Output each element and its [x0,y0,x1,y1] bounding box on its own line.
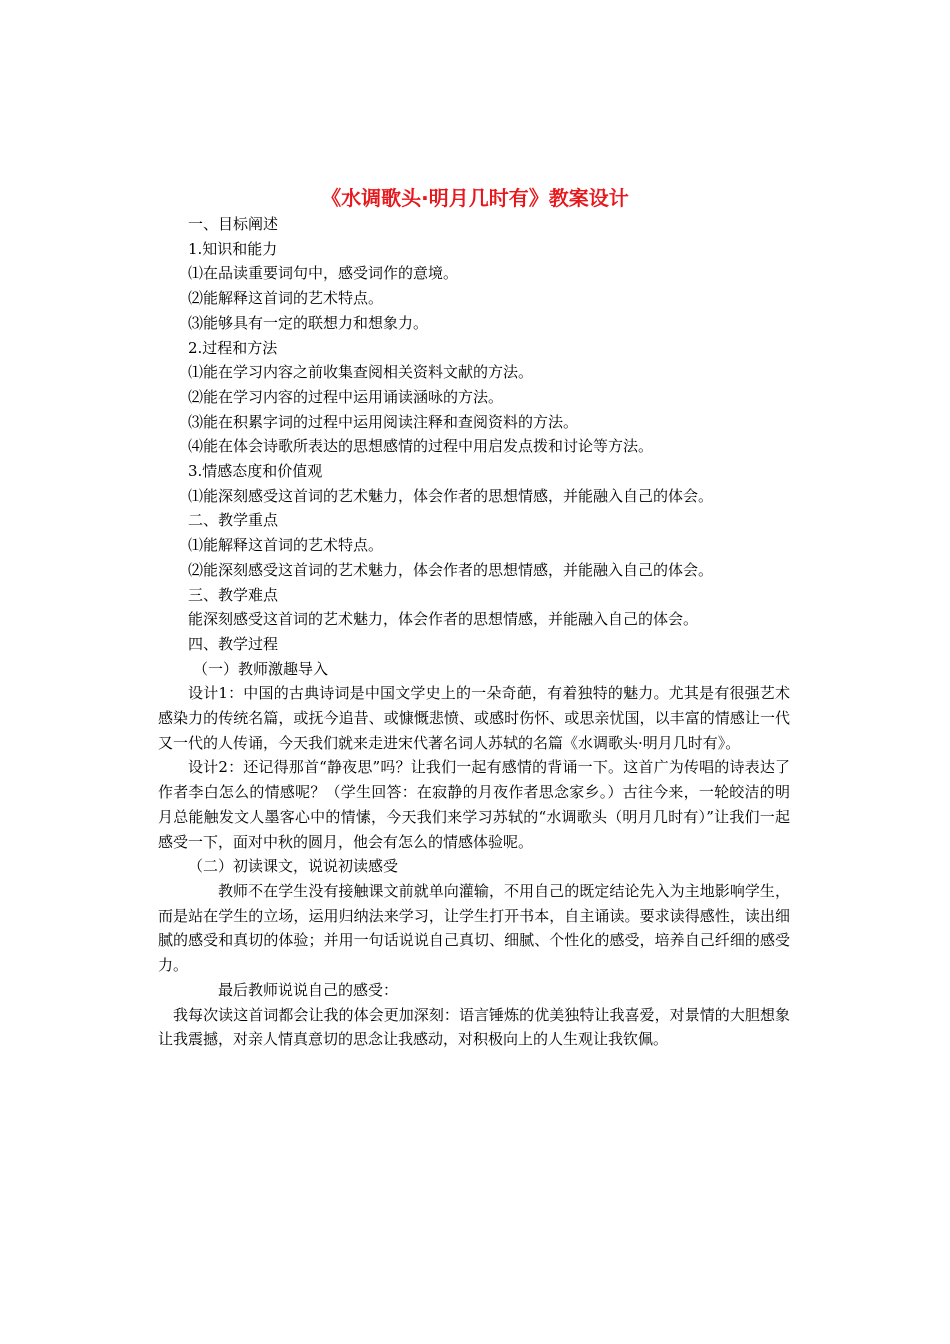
heading-difficulties: 三、教学难点 [188,585,279,604]
section-heading-first-reading: （二）初读课文，说说初读感受 [188,857,399,876]
list-item: ⑵能深刻感受这首词的艺术魅力，体会作者的思想情感，并能融入自己的体会。 [188,560,714,579]
paragraph-teacher-approach: 教师不在学生没有接触课文前就单向灌输，不用自己的既定结论先入为主地影响学生，而是站在学生的立场，运用归纳法来学习，让学生打开书本，自主诵读。要求读得感性，读出细腻的感受和真切的体验；并用一句话说说自己真切、细腻、个性化的感受，培养自己纤细的感受力。 [158,881,790,975]
section-heading-intro: （一）教师激趣导入 [193,659,329,678]
text-line: 能深刻感受这首词的艺术魅力，体会作者的思想情感，并能融入自己的体会。 [188,610,699,629]
paragraph-teacher-feeling: 我每次读这首词都会让我的体会更加深刻：语言锤炼的优美独特让我喜爱，对景情的大胆想象让我震撼，对亲人情真意切的思念让我感动，对积极向上的人生观让我钦佩。 [158,1005,790,1049]
subheading-process: 2.过程和方法 [188,338,278,357]
list-item: ⑵能解释这首词的艺术特点。 [188,289,384,308]
list-item: ⑶能在积累字词的过程中运用阅读注释和查阅资料的方法。 [188,412,579,431]
list-item: ⑴在品读重要词句中，感受词作的意境。 [188,264,459,283]
paragraph-design-2: 设计2：还记得那首“静夜思”吗？让我们一起有感情的背诵一下。这首广为传唱的诗表达了作者李白怎么的情感呢？（学生回答：在寂静的月夜作者思念家乡。）古往今来，一轮皎洁的明月总能触发文人墨客心中的情愫，今天我们来学习苏轼的“水调歌头（明月几时有）”让我们一起感受一下，面对中秋的圆月，他会有怎么的情感体验呢。 [158,758,790,851]
list-item: ⑵能在学习内容的过程中运用诵读涵咏的方法。 [188,387,504,406]
heading-key-points: 二、教学重点 [188,511,279,530]
paragraph-design-1: 设计1：中国的古典诗词是中国文学史上的一朵奇葩，有着独特的魅力。尤其是有很强艺术感染力的传统名篇，或抚今追昔、或慷慨悲愤、或感时伤怀、或思亲忧国，以丰富的情感让一代又一代的人传诵，今天我们就来走进宋代著名词人苏轼的名篇《水调歌头·明月几时有》。 [158,684,790,752]
list-item: ⑴能深刻感受这首词的艺术魅力，体会作者的思想情感，并能融入自己的体会。 [188,486,714,505]
heading-process: 四、教学过程 [188,634,279,653]
document-title: 《水调歌头·明月几时有》教案设计 [321,186,629,210]
list-item: ⑷能在体会诗歌所表达的思想感情的过程中用启发点拨和讨论等方法。 [188,437,654,456]
document-body [158,212,790,1052]
subheading-attitude: 3.情感态度和价值观 [188,462,323,481]
list-item: ⑴能在学习内容之前收集查阅相关资料文献的方法。 [188,363,534,382]
text-line-final-label: 最后教师说说自己的感受： [218,980,399,999]
subheading-knowledge: 1.知识和能力 [188,239,278,258]
heading-objectives: 一、目标阐述 [188,215,279,233]
list-item: ⑴能解释这首词的艺术特点。 [188,536,384,555]
list-item: ⑶能够具有一定的联想力和想象力。 [188,313,429,332]
